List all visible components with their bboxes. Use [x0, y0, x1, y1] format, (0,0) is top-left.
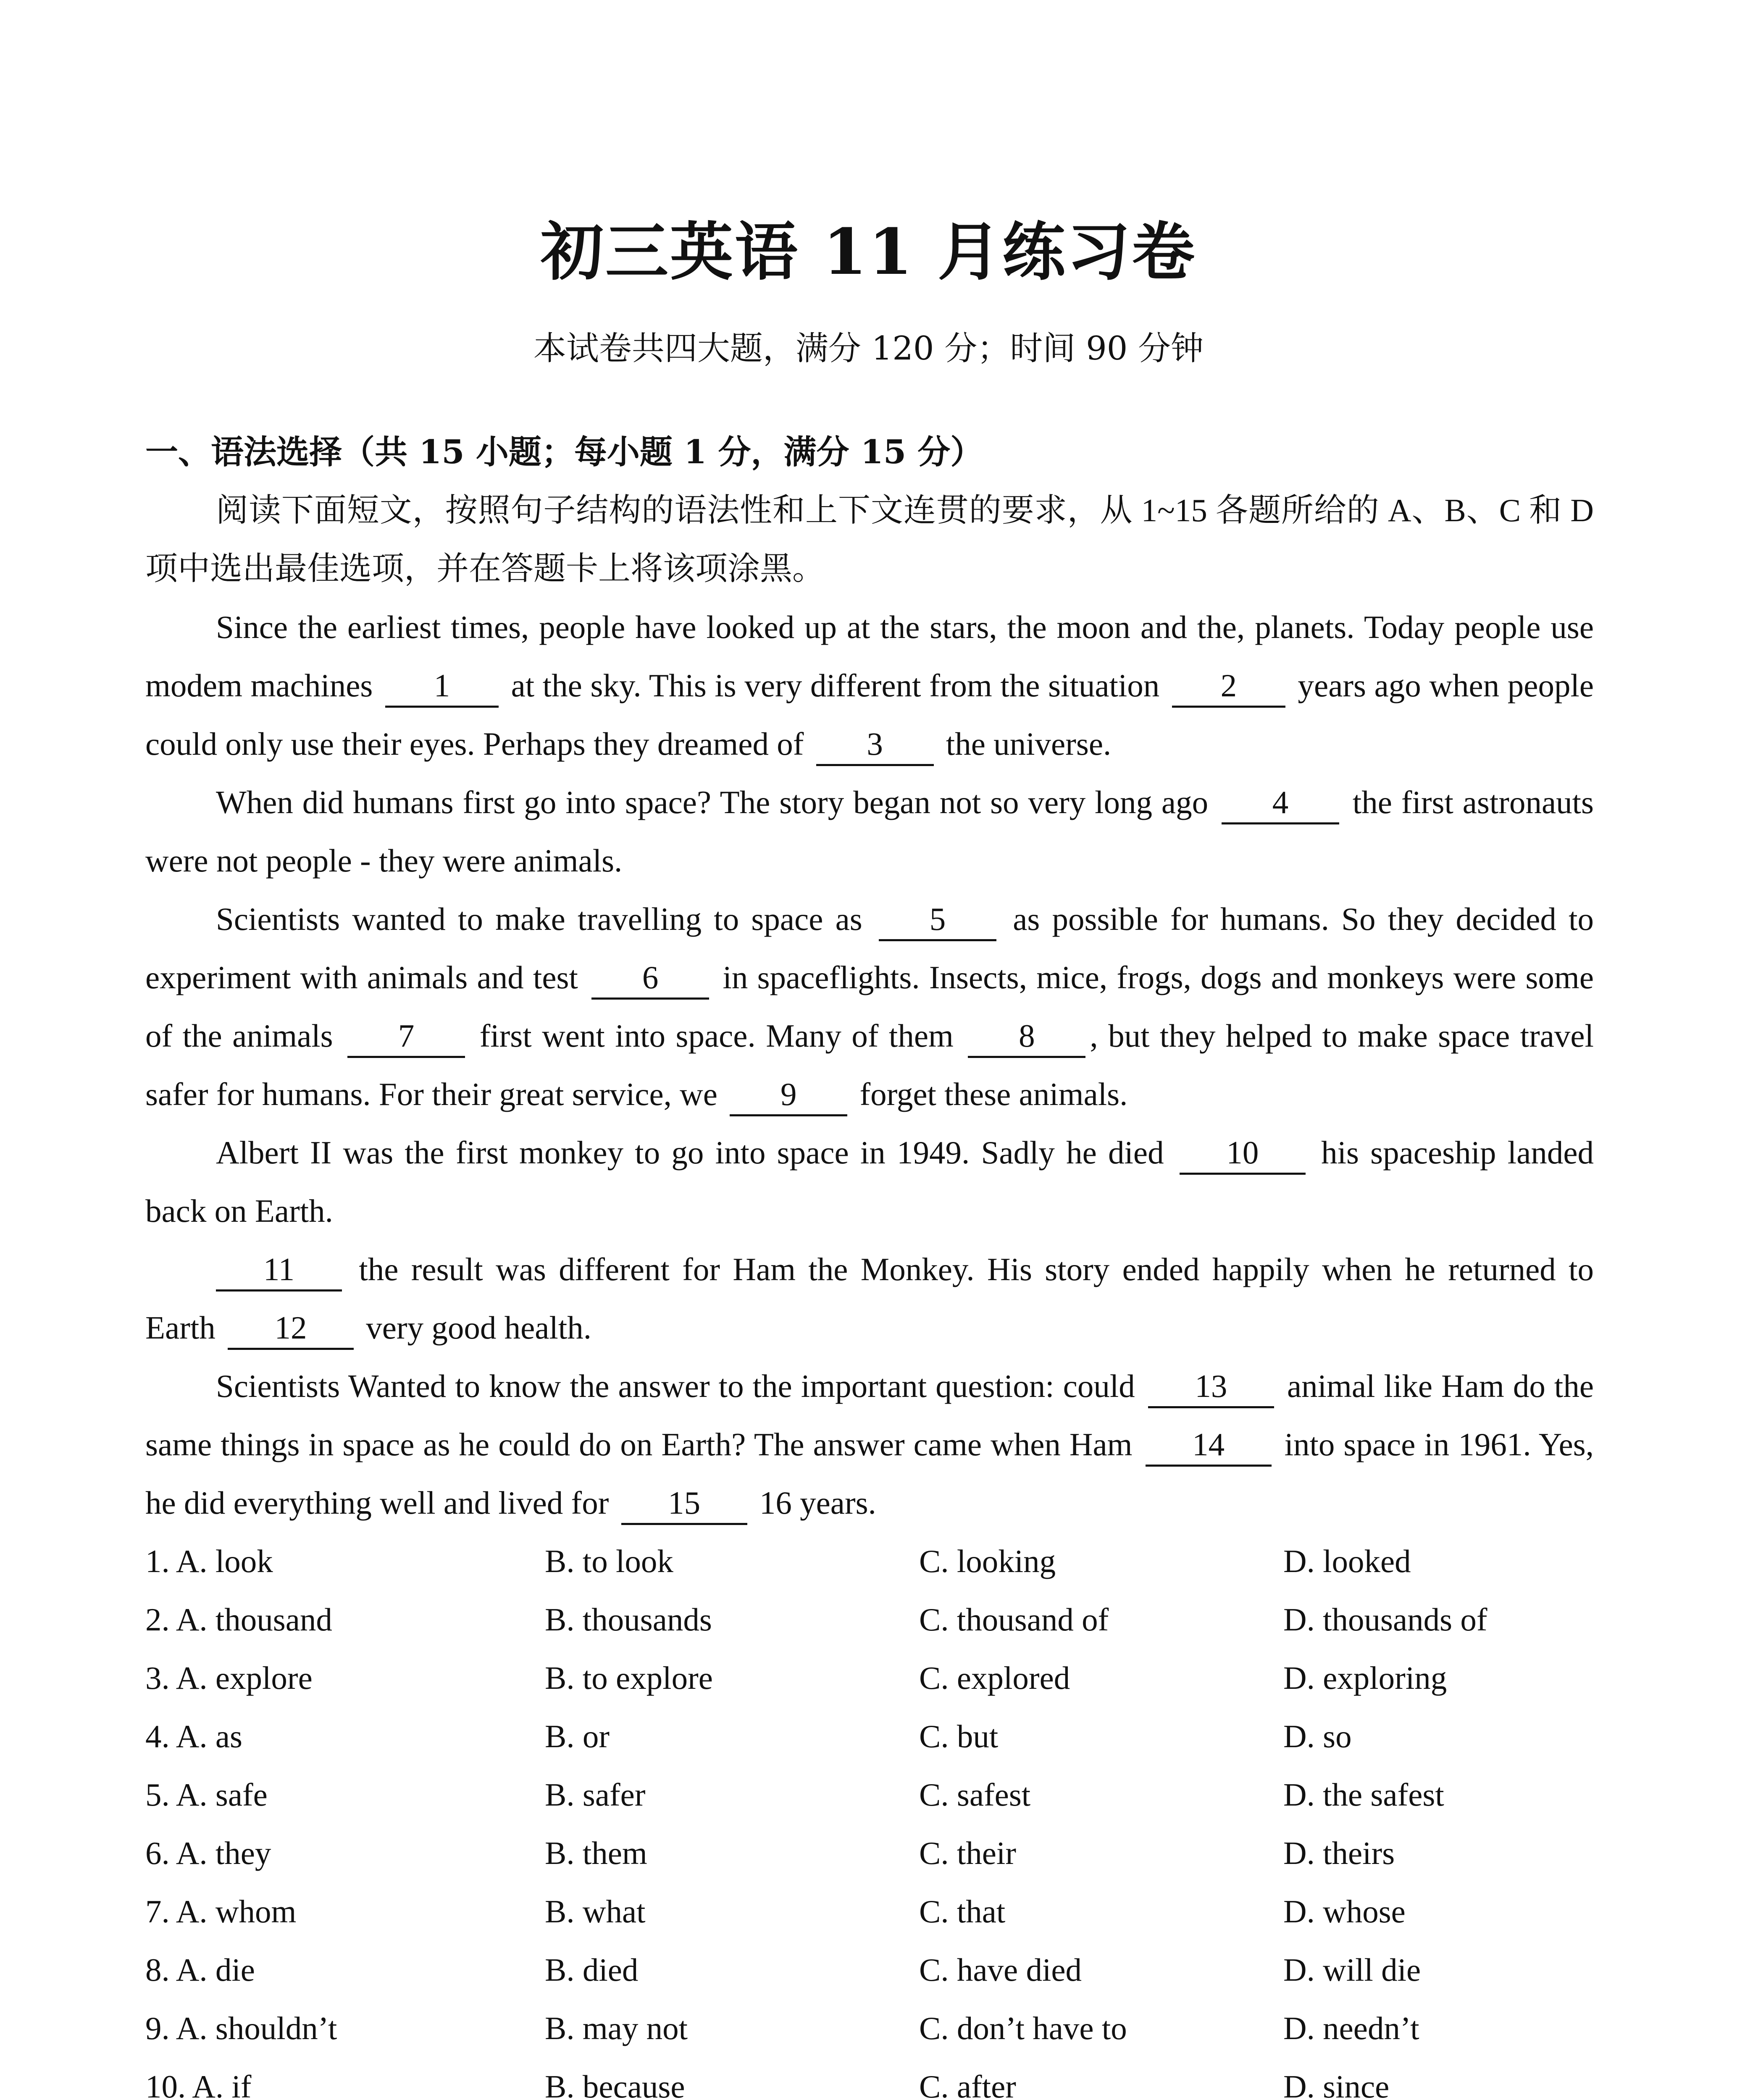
page-title: 初三英语 11 月练习卷: [540, 215, 1197, 289]
option-row: [145, 1999, 1594, 2058]
answer-blank: 1: [385, 665, 499, 708]
answer-blank: 15: [621, 1483, 747, 1525]
section-instruction: 阅读下面短文，按照句子结构的语法性和上下文连贯的要求，从 1~15 各题所给的 A、B、C 和 D 项中选出最佳选项，并在答题卡上将该项涂黑。: [145, 492, 1594, 587]
passage-text: Albert II was the first monkey to go into space in 1949. Sadly he died: [216, 1134, 1164, 1171]
option-d: D. theirs: [1283, 1835, 1395, 1871]
option-a: 7. A. whom: [145, 1893, 297, 1929]
option-c: C. their: [919, 1835, 1016, 1871]
option-row: [145, 1824, 1594, 1882]
passage-text: Scientists wanted to make travelling to space as: [216, 901, 862, 937]
option-b: B. safer: [545, 1777, 646, 1813]
option-c: C. that: [919, 1893, 1006, 1929]
answer-blank: 3: [816, 724, 934, 766]
option-b: B. them: [545, 1835, 647, 1871]
section-body: [145, 481, 1594, 2100]
options-list: [145, 1532, 1594, 2100]
passage-text: the result was different for Ham the Monkey. His story ended happily when he returned to Earth: [145, 1251, 1594, 1346]
option-a: 1. A. look: [145, 1543, 273, 1579]
answer-blank: 8: [968, 1016, 1085, 1058]
option-d: D. the safest: [1283, 1777, 1444, 1813]
answer-blank: 7: [347, 1016, 465, 1058]
option-a: 4. A. as: [145, 1718, 242, 1754]
option-d: D. will die: [1283, 1952, 1421, 1988]
answer-blank: 6: [591, 957, 709, 1000]
passage-text: as possible for humans. So they decided to experiment with animals and test: [145, 901, 1594, 995]
answer-blank: 2: [1172, 665, 1285, 708]
option-a: 9. A. shouldn’t: [145, 2010, 337, 2046]
passage-paragraph-6: [145, 1357, 1594, 1532]
option-row: [145, 2058, 1594, 2100]
passage-text: in spaceflights. Insects, mice, frogs, dogs and monkeys were some of the animals: [145, 959, 1594, 1054]
answer-blank: 4: [1222, 782, 1339, 824]
section-heading: 一、语法选择（共 15 小题；每小题 1 分，满分 15 分）: [145, 433, 983, 471]
passage-paragraph-3: [145, 890, 1594, 1124]
option-d: D. since: [1283, 2068, 1390, 2100]
option-b: B. to look: [545, 1543, 673, 1579]
passage-text: very good health.: [366, 1310, 591, 1346]
option-row: [145, 1941, 1594, 1999]
option-b: B. to explore: [545, 1660, 713, 1696]
option-c: C. looking: [919, 1543, 1056, 1579]
passage-text: , but they helped to make space travel safer for humans. For their great service, we: [145, 1018, 1594, 1112]
passage-text: the first astronauts were not people - they were animals.: [145, 784, 1594, 879]
passage-paragraph-1: [145, 598, 1594, 773]
option-c: C. after: [919, 2068, 1016, 2100]
passage-paragraph-2: [145, 773, 1594, 890]
option-row: [145, 1766, 1594, 1824]
passage-text: Scientists Wanted to know the answer to the important question: could: [216, 1368, 1135, 1404]
option-c: C. have died: [919, 1952, 1082, 1988]
answer-blank: 10: [1180, 1132, 1306, 1175]
option-a: 5. A. safe: [145, 1777, 268, 1813]
option-a: 10. A. if: [145, 2068, 252, 2100]
option-a: 8. A. die: [145, 1952, 255, 1988]
option-d: D. whose: [1283, 1893, 1406, 1929]
answer-blank: 11: [216, 1249, 342, 1292]
option-b: B. because: [545, 2068, 685, 2100]
page-subtitle: 本试卷共四大题，满分 120 分；时间 90 分钟: [533, 330, 1204, 368]
option-b: B. what: [545, 1893, 646, 1929]
passage-text: forget these animals.: [859, 1076, 1128, 1112]
option-row: [145, 1707, 1594, 1766]
option-row: [145, 1649, 1594, 1707]
option-b: B. or: [545, 1718, 610, 1754]
passage-text: at the sky. This is very different from the situation: [511, 667, 1160, 704]
passage-text: animal like Ham do the same things in space as he could do on Earth? The answer came when Ham: [145, 1368, 1594, 1462]
passage-paragraph-4: [145, 1124, 1594, 1240]
option-row: [145, 1882, 1594, 1941]
option-row: [145, 1532, 1594, 1591]
option-d: D. needn’t: [1283, 2010, 1419, 2046]
answer-blank: 13: [1148, 1366, 1274, 1408]
passage-text: 16 years.: [759, 1485, 876, 1521]
option-a: 6. A. they: [145, 1835, 271, 1871]
option-b: B. died: [545, 1952, 639, 1988]
passage-text: the universe.: [946, 726, 1112, 762]
answer-blank: 12: [228, 1307, 354, 1350]
passage-text: When did humans first go into space? The story began not so very long ago: [216, 784, 1209, 820]
answer-blank: 14: [1146, 1424, 1272, 1467]
option-c: C. but: [919, 1718, 999, 1754]
answer-blank: 5: [879, 899, 996, 941]
option-b: B. may not: [545, 2010, 688, 2046]
passage-text: first went into space. Many of them: [479, 1018, 954, 1054]
answer-blank: 9: [730, 1074, 847, 1116]
passage-text: into space in 1961. Yes, he did everything well and lived for: [145, 1426, 1594, 1521]
passage-text: his spaceship landed back on Earth.: [145, 1134, 1594, 1229]
option-d: D. looked: [1283, 1543, 1411, 1579]
option-b: B. thousands: [545, 1601, 712, 1638]
option-c: C. don’t have to: [919, 2010, 1127, 2046]
passage-text: years ago when people could only use their eyes. Perhaps they dreamed of: [145, 667, 1594, 762]
passage-text: Since the earliest times, people have looked up at the stars, the moon and the, planets. Today people use modem machines: [145, 609, 1594, 704]
option-d: D. thousands of: [1283, 1601, 1487, 1638]
option-a: 2. A. thousand: [145, 1601, 332, 1638]
passage-paragraph-5: [145, 1240, 1594, 1357]
option-d: D. exploring: [1283, 1660, 1447, 1696]
option-row: [145, 1591, 1594, 1649]
option-d: D. so: [1283, 1718, 1352, 1754]
option-a: 3. A. explore: [145, 1660, 313, 1696]
option-c: C. explored: [919, 1660, 1070, 1696]
option-c: C. thousand of: [919, 1601, 1109, 1638]
option-c: C. safest: [919, 1777, 1031, 1813]
